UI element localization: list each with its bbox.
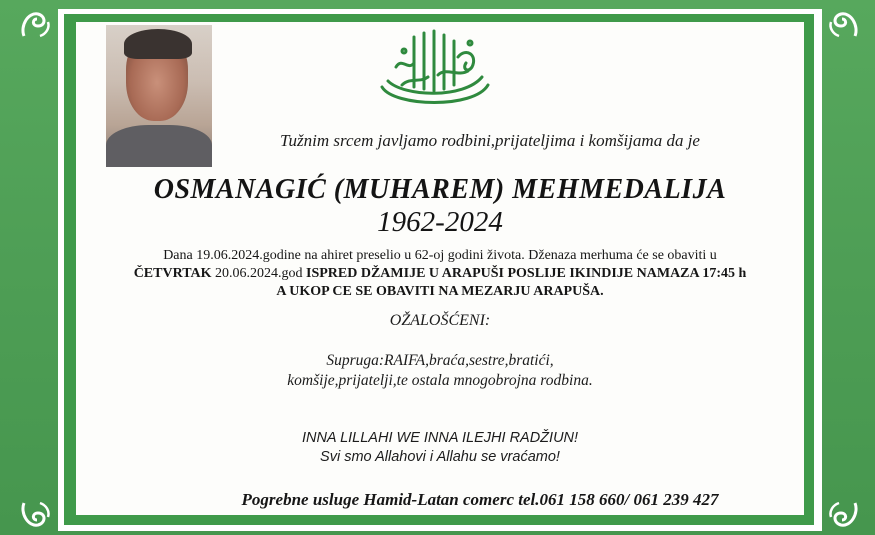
photo-shoulders [106,125,212,167]
mourners-list [200,351,680,391]
prayer-text [240,429,640,467]
swirl-ornament-icon [825,497,861,533]
burial-info: A UKOP CE SE OBAVITI NA MEZARJU ARAPUŠA. [276,284,604,299]
islamic-calligraphy-emblem [374,27,496,113]
swirl-ornament-icon [825,6,861,42]
funeral-services-footer: Pogrebne usluge Hamid-Latan comerc tel.061 158 660/ 061 239 427 [241,490,719,509]
mourners-line-1: Supruga:RAIFA,braća,sestre,bratići, [326,352,554,369]
swirl-ornament-icon [18,6,54,42]
info-line-1: Dana 19.06.2024.godine na ahiret preselio u 62-oj godini života. Dženaza merhuma će se obaviti u [163,248,717,263]
photo-hair [124,29,192,59]
swirl-ornament-icon [18,497,54,533]
prayer-line-2: Svi smo Allahovi i Allahu se vraćamo! [320,449,560,465]
mourners-title: OŽALOŠĆENI: [389,312,491,329]
info-line-3 [120,283,760,301]
deceased-name: OSMANAGIĆ (MUHAREM) MEHMEDALIJA [153,174,727,205]
info-day: ČETVRTAK [133,266,212,281]
life-years: 1962-2024 [377,206,503,238]
info-place: ISPRED DŽAMIJE U ARAPUŠI POSLIJE IKINDIJE NAMAZA 17:45 h [306,266,747,281]
deceased-photo [106,25,212,167]
intro-text: Tužnim srcem javljamo rodbini,prijateljima i komšijama da je [280,131,700,150]
info-line-2 [120,265,760,283]
mourners-line-2: komšije,prijatelji,te ostala mnogobrojna rodbina. [287,372,593,389]
info-date: 20.06.2024.god [211,266,307,281]
funeral-info [120,247,760,301]
prayer-line-1: INNA LILLAHI WE INNA ILEJHI RADŽIUN! [301,430,579,446]
